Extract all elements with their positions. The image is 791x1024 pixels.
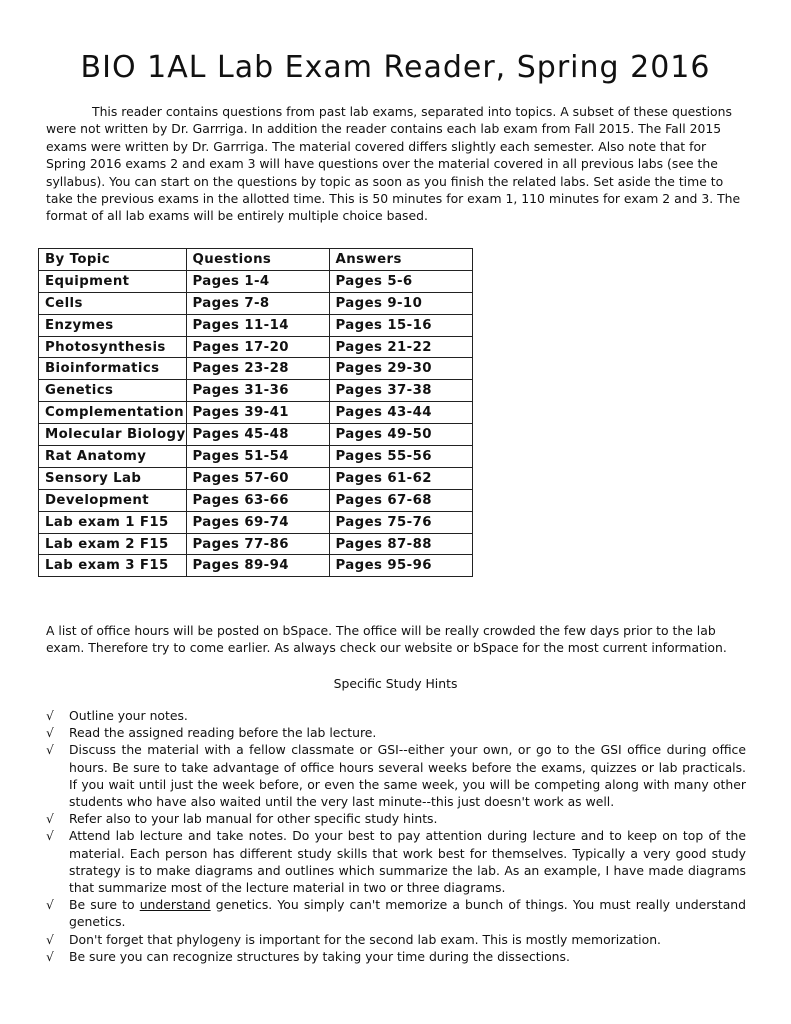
hint-item (46, 827, 746, 896)
table-cell: Pages 9-10 (329, 292, 472, 314)
table-cell: Pages 75-76 (329, 511, 472, 533)
intro-paragraph (46, 103, 746, 225)
table-row (39, 511, 473, 533)
table-header-cell: By Topic (39, 249, 187, 271)
hint-item (46, 948, 746, 965)
table-row (39, 270, 473, 292)
hint-text: Read the assigned reading before the lab lecture. (69, 725, 377, 741)
table-cell: Pages 5-6 (329, 270, 472, 292)
checkmark-icon: √ (46, 725, 54, 741)
table-cell: Pages 37-38 (329, 380, 472, 402)
table-cell: Lab exam 1 F15 (39, 511, 187, 533)
table-header-row (39, 249, 473, 271)
hint-text: genetics. You simply can't memorize a bunch of things. You must really understand genetics. (69, 897, 747, 930)
table-cell: Pages 61-62 (329, 467, 472, 489)
table-cell: Pages 49-50 (329, 424, 472, 446)
hint-text: Discuss the material with a fellow classmate or GSI--either your own, or go to the GSI office during office hours. Be sure to take advantage of office hours several weeks before the exams, quizzes or lab practicals. If you wait until just the week before, or even the same week, you will be competing along with many other students who have also waited until the very last minute--this just doesn't work as well. (69, 742, 746, 810)
table-cell: Pages 17-20 (186, 336, 329, 358)
table-cell: Rat Anatomy (39, 446, 187, 468)
table-cell: Genetics (39, 380, 187, 402)
table-cell: Pages 63-66 (186, 489, 329, 511)
table-cell: Sensory Lab (39, 467, 187, 489)
study-hints-list (46, 707, 746, 965)
hint-text: Refer also to your lab manual for other specific study hints. (69, 811, 438, 827)
hint-item (46, 896, 746, 930)
table-cell: Cells (39, 292, 187, 314)
hint-item (46, 741, 746, 810)
table-cell: Lab exam 3 F15 (39, 555, 187, 577)
table-cell: Pages 39-41 (186, 402, 329, 424)
table-cell: Pages 21-22 (329, 336, 472, 358)
hint-item (46, 707, 746, 724)
checkmark-icon: √ (46, 828, 54, 844)
table-cell: Enzymes (39, 314, 187, 336)
office-hours-paragraph: A list of office hours will be posted on bSpace. The office will be really crowded the few days prior to the lab exam. Therefore try to come earlier. As always check our website or bSpace for the most current information. (46, 623, 727, 656)
hint-text: Outline your notes. (69, 708, 188, 723)
table-cell: Pages 1-4 (186, 270, 329, 292)
checkmark-icon: √ (46, 931, 54, 947)
topic-table (38, 248, 473, 577)
table-cell: Equipment (39, 270, 187, 292)
hint-item (46, 724, 746, 741)
hints-heading: Specific Study Hints (333, 676, 458, 691)
hint-item (46, 931, 746, 948)
table-cell: Pages 57-60 (186, 467, 329, 489)
table-row (39, 336, 473, 358)
table-cell: Pages 55-56 (329, 446, 472, 468)
document-title: BIO 1AL Lab Exam Reader, Spring 2016 (80, 50, 711, 85)
hint-item (46, 810, 746, 827)
table-cell: Pages 87-88 (329, 533, 472, 555)
table-cell: Molecular Biology (39, 424, 187, 446)
table-cell: Development (39, 489, 187, 511)
hint-text: Be sure to (69, 897, 140, 913)
table-cell: Pages 29-30 (329, 358, 472, 380)
table-cell: Bioinformatics (39, 358, 187, 380)
intro-text: This reader contains questions from past lab exams, separated into topics. A subset of these questions were not written by Dr. Garrriga. In addition the reader contains each lab exam from Fall 2015. The Fall 2015 exams were written by Dr. Garrriga. The material covered differs slightly each semester. Also note that for Spring 2016 exams 2 and exam 3 will have questions over the material covered in all previous labs (see the syllabus). You can start on the questions by topic as soon as you finish the related labs. Set aside the time to take the previous exams in the allotted time. This is 50 minutes for exam 1, 110 minutes for exam 2 and 3. The format of all lab exams will be entirely multiple choice based. (46, 104, 741, 224)
table-cell: Pages 77-86 (186, 533, 329, 555)
topic-table-body (39, 249, 473, 577)
table-cell: Pages 45-48 (186, 424, 329, 446)
table-header-cell: Answers (329, 249, 472, 271)
table-row (39, 424, 473, 446)
table-row (39, 402, 473, 424)
table-row (39, 314, 473, 336)
table-cell: Pages 7-8 (186, 292, 329, 314)
table-row (39, 446, 473, 468)
table-row (39, 533, 473, 555)
table-cell: Pages 23-28 (186, 358, 329, 380)
table-row (39, 555, 473, 577)
table-row (39, 358, 473, 380)
table-cell: Pages 43-44 (329, 402, 472, 424)
checkmark-icon: √ (46, 742, 54, 758)
checkmark-icon: √ (46, 708, 54, 723)
table-cell: Pages 31-36 (186, 380, 329, 402)
hint-text: Don't forget that phylogeny is important for the second lab exam. This is mostly memorization. (69, 931, 661, 947)
hint-text: Attend lab lecture and take notes. Do your best to pay attention during lecture and to keep on top of the material. Each person has different study skills that work best for themselves. Typically a very good study strategy is to make diagrams and outlines which summarize the lab. As an example, I have made diagrams that summarize most of the lecture material in two or three diagrams. (69, 828, 746, 896)
hint-emphasis: understand (139, 897, 211, 913)
table-cell: Complementation (39, 402, 187, 424)
table-row (39, 467, 473, 489)
table-cell: Pages 67-68 (329, 489, 472, 511)
table-row (39, 380, 473, 402)
table-header-cell: Questions (186, 249, 329, 271)
table-cell: Lab exam 2 F15 (39, 533, 187, 555)
checkmark-icon: √ (46, 897, 54, 913)
table-row (39, 489, 473, 511)
table-cell: Pages 95-96 (329, 555, 472, 577)
table-cell: Pages 11-14 (186, 314, 329, 336)
table-cell: Pages 69-74 (186, 511, 329, 533)
hint-text: Be sure you can recognize structures by taking your time during the dissections. (69, 948, 570, 964)
table-row (39, 292, 473, 314)
table-cell: Photosynthesis (39, 336, 187, 358)
table-cell: Pages 51-54 (186, 446, 329, 468)
table-cell: Pages 15-16 (329, 314, 472, 336)
checkmark-icon: √ (46, 811, 54, 827)
table-cell: Pages 89-94 (186, 555, 329, 577)
checkmark-icon: √ (46, 948, 54, 964)
